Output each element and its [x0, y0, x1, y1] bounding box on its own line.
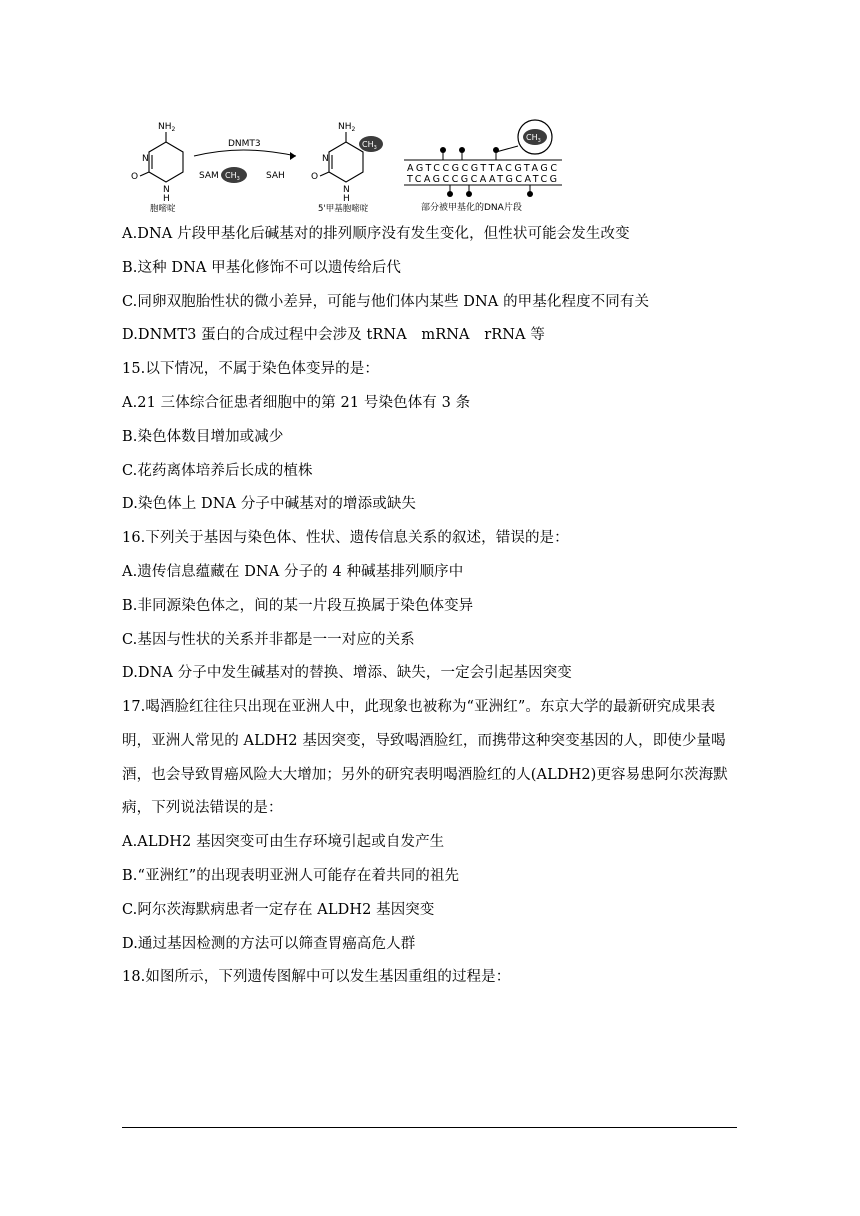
- methyl-dot-icon: [459, 147, 465, 153]
- option-b-q16: B.非同源染色体之，间的某一片段互换属于染色体变异: [122, 598, 474, 614]
- question-17-line-4: 病，下列说法错误的是：: [122, 800, 283, 816]
- cytosine-o-label: O: [131, 172, 139, 182]
- question-17-line-2: 明，亚洲人常见的 ALDH2 基因突变，导致喝酒脸红，而携带这种突变基因的人，即使少量喝: [122, 733, 726, 749]
- methylcytosine-o-label: O: [311, 172, 319, 182]
- methylcytosine-h-label: H: [343, 194, 350, 204]
- dna-top-strand: AGTCCGCGTTACGTAGC: [407, 163, 557, 174]
- option-b-q17: B.“亚洲红”的出现表明亚洲人可能存在着共同的祖先: [122, 868, 460, 884]
- ring-methyl-label: $CH_3$: [362, 140, 377, 151]
- cytosine-n1-label: N: [163, 185, 170, 195]
- methylcytosine-caption: 5'甲基胞嘧啶: [318, 204, 369, 212]
- sah-label: SAH: [266, 171, 285, 181]
- methyl-dot-icon: [447, 191, 453, 197]
- cytosine-n3-label: N: [142, 154, 149, 164]
- option-a-q17: A.ALDH2 基因突变可由生存环境引起或自发产生: [122, 834, 445, 850]
- option-d-q17: D.通过基因检测的方法可以筛查胃癌高危人群: [122, 936, 416, 952]
- option-b-q14: B.这种 DNA 甲基化修饰不可以遗传给后代: [122, 260, 401, 276]
- dna-caption: 部分被甲基化的DNA片段: [421, 203, 522, 212]
- question-15: 15.以下情况，不属于染色体变异的是：: [122, 361, 379, 377]
- option-c-q17: C.阿尔茨海默病患者一定存在 ALDH2 基因突变: [122, 902, 435, 918]
- option-d-q14: D.DNMT3 蛋白的合成过程中会涉及 tRNA mRNA rRNA 等: [122, 327, 545, 343]
- methyl-dot-icon: [466, 191, 472, 197]
- dnmt3-label: DNMT3: [228, 139, 261, 149]
- top-methyl-markers: [443, 146, 518, 160]
- option-c-q16: C.基因与性状的关系并非都是一一对应的关系: [122, 632, 415, 648]
- option-a-q16: A.遗传信息蕴藏在 DNA 分子的 4 种碱基排列顺序中: [122, 564, 464, 580]
- bottom-methyl-markers: [450, 185, 530, 192]
- arrow-head-icon: [290, 152, 296, 160]
- option-d-q16: D.DNA 分子中发生碱基对的替换、增添、缺失，一定会引起基因突变: [122, 665, 572, 681]
- question-17-line-1: 17.喝酒脸红往往只出现在亚洲人中，此现象也被称为“亚洲红”。东京大学的最新研究成果表: [122, 699, 716, 715]
- methylcytosine-n1-label: N: [343, 185, 350, 195]
- reaction-arrow: [194, 150, 296, 156]
- dna-bottom-strand: TCAGCCGCAATGCATCG: [407, 174, 557, 185]
- option-c-q15: C.花药离体培养后长成的植株: [122, 463, 313, 479]
- methyl-dot-icon: [527, 191, 533, 197]
- methylcytosine-n3-label: N: [322, 154, 329, 164]
- option-b-q15: B.染色体数目增加或减少: [122, 429, 284, 445]
- question-17-line-3: 酒，也会导致胃癌风险大大增加；另外的研究表明喝酒脸红的人(ALDH2)更容易患阿尔茨海默: [122, 767, 728, 783]
- question-16: 16.下列关于基因与染色体、性状、遗传信息关系的叙述，错误的是：: [122, 530, 569, 546]
- methylcytosine-nh2-label: $NH_2$: [338, 122, 356, 133]
- footer-divider: [122, 1127, 737, 1128]
- cytosine-nh2-label: $NH_2$: [158, 122, 176, 133]
- cytosine-caption: 胞嘧啶: [150, 204, 176, 212]
- methylation-diagram-svg: [128, 112, 568, 212]
- cytosine-h-label: H: [163, 194, 170, 204]
- dna-methylation-figure: [128, 112, 568, 212]
- dna-fragment: [404, 120, 562, 212]
- sam-methyl-label: $CH_3$: [225, 171, 240, 182]
- question-18: 18.如图所示，下列遗传图解中可以发生基因重组的过程是：: [122, 969, 511, 985]
- methyl-dot-icon: [440, 147, 446, 153]
- option-c-q14: C.同卵双胞胎性状的微小差异，可能与他们体内某些 DNA 的甲基化程度不同有关: [122, 294, 650, 310]
- methyl-dot-icon: [493, 147, 499, 153]
- option-a-q15: A.21 三体综合征患者细胞中的第 21 号染色体有 3 条: [122, 395, 471, 411]
- option-d-q15: D.染色体上 DNA 分子中碱基对的增添或缺失: [122, 496, 417, 512]
- sam-label: SAM: [199, 171, 219, 181]
- option-a-q14: A.DNA 片段甲基化后碱基对的排列顺序没有发生变化，但性状可能会发生改变: [122, 226, 630, 242]
- dna-methyl-label: $CH_3$: [526, 133, 541, 144]
